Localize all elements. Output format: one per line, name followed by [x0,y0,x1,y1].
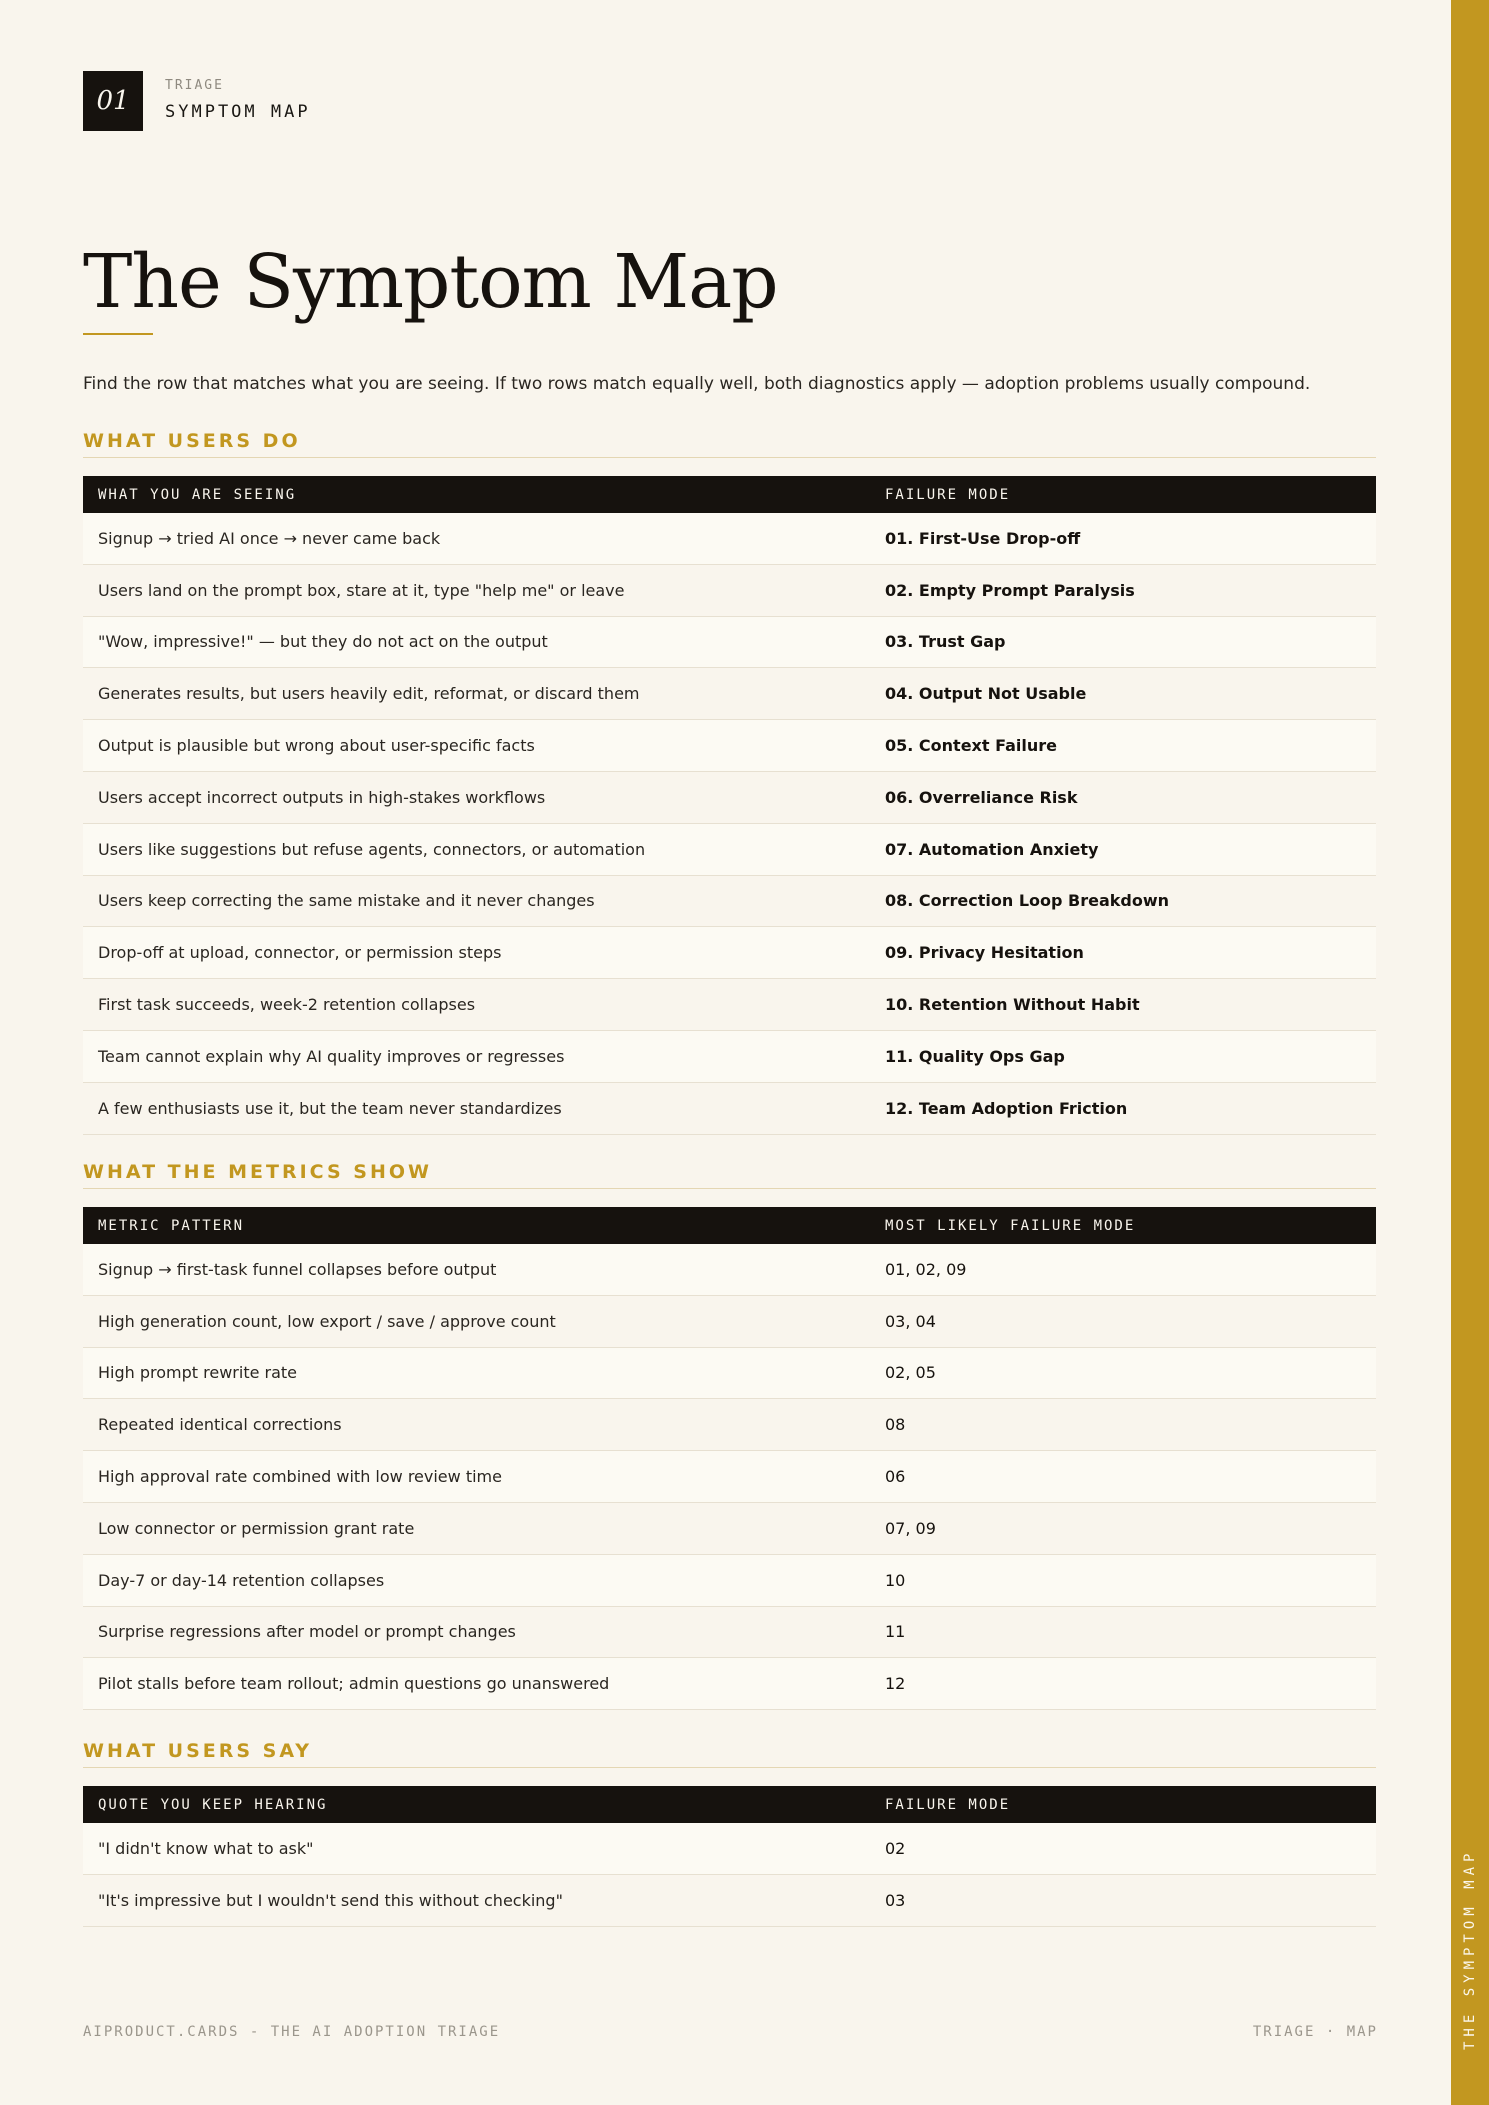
cell-failure-mode: 10. Retention Without Habit [885,995,1140,1015]
page-title: The Symptom Map [83,239,778,325]
section-name: SYMPTOM MAP [165,102,311,122]
cell-seeing: Users accept incorrect outputs in high-stakes workflows [98,787,546,807]
title-underline [83,333,153,335]
table-row [83,1031,1376,1083]
table-row [83,668,1376,720]
cell-failure-modes: 11 [885,1622,906,1642]
cell-metric-pattern: Repeated identical corrections [98,1415,342,1435]
eyebrow-label: TRIAGE [165,78,224,93]
column-header-seeing: WHAT YOU ARE SEEING [98,486,297,503]
table-row [83,1875,1376,1927]
cell-failure-modes: 02, 05 [885,1363,936,1383]
table-row [83,876,1376,928]
table-row [83,1451,1376,1503]
table-body-users-do [83,513,1376,1135]
cell-seeing: Team cannot explain why AI quality improves or regresses [98,1046,565,1066]
cell-failure-mode: 08. Correction Loop Breakdown [885,891,1170,911]
cell-metric-pattern: Day-7 or day-14 retention collapses [98,1570,385,1590]
footer-source: AIPRODUCT.CARDS - THE AI ADOPTION TRIAGE [83,2024,501,2040]
table-row [83,1555,1376,1607]
cell-failure-mode: 01. First-Use Drop-off [885,528,1081,548]
table-header [83,1786,1376,1823]
table-row [83,1296,1376,1348]
table-row [83,513,1376,565]
table-row [83,1503,1376,1555]
section-title: WHAT THE METRICS SHOW [83,1159,1376,1189]
cell-seeing: Users keep correcting the same mistake and it never changes [98,891,595,911]
cell-failure-mode: 06. Overreliance Risk [885,787,1078,807]
table-row [83,1658,1376,1710]
table-row [83,1607,1376,1659]
cell-failure-mode: 05. Context Failure [885,736,1057,756]
cell-failure-mode: 03. Trust Gap [885,632,1006,652]
page-number-badge: 01 [83,71,143,131]
column-header-quote: QUOTE YOU KEEP HEARING [98,1796,328,1813]
cell-failure-modes: 10 [885,1570,906,1590]
cell-quote: "It's impressive but I wouldn't send this without checking" [98,1890,563,1910]
cell-failure-mode: 07. Automation Anxiety [885,839,1099,859]
cell-seeing: Output is plausible but wrong about user-specific facts [98,736,535,756]
cell-failure-modes: 12 [885,1674,906,1694]
section-title: WHAT USERS DO [83,428,1376,458]
table-row [83,1399,1376,1451]
table-row [83,1083,1376,1135]
cell-seeing: Users land on the prompt box, stare at it, type "help me" or leave [98,580,625,600]
column-header-likely-failure-mode: MOST LIKELY FAILURE MODE [885,1217,1136,1234]
table-row [83,720,1376,772]
cell-seeing: Generates results, but users heavily edit, reformat, or discard them [98,684,640,704]
table-row [83,927,1376,979]
cell-seeing: First task succeeds, week-2 retention collapses [98,995,476,1015]
cell-failure-mode: 03 [885,1890,906,1910]
cell-failure-modes: 06 [885,1467,906,1487]
cell-seeing: Users like suggestions but refuse agents, connectors, or automation [98,839,646,859]
cell-failure-modes: 07, 09 [885,1518,936,1538]
cell-metric-pattern: High generation count, low export / save / approve count [98,1311,556,1331]
section-title: WHAT USERS SAY [83,1738,1376,1768]
column-header-metric-pattern: METRIC PATTERN [98,1217,245,1234]
cell-metric-pattern: High prompt rewrite rate [98,1363,298,1383]
cell-failure-mode: 04. Output Not Usable [885,684,1087,704]
accent-side-bar [1451,0,1489,2105]
table-row [83,772,1376,824]
cell-metric-pattern: High approval rate combined with low review time [98,1467,502,1487]
table-header [83,1207,1376,1244]
cell-failure-modes: 01, 02, 09 [885,1259,967,1279]
section-metrics [83,1159,1376,1710]
table-body-users-say [83,1823,1376,1927]
cell-failure-modes: 08 [885,1415,906,1435]
cell-metric-pattern: Surprise regressions after model or prompt changes [98,1622,516,1642]
cell-quote: "I didn't know what to ask" [98,1838,314,1858]
table-row [83,1348,1376,1400]
table-row [83,979,1376,1031]
cell-failure-mode: 02. Empty Prompt Paralysis [885,580,1135,600]
cell-failure-mode: 11. Quality Ops Gap [885,1046,1065,1066]
intro-text: Find the row that matches what you are seeing. If two rows match equally well, both diagnostics apply — adoption problems usually compound. [83,374,1311,394]
column-header-failure-mode: FAILURE MODE [885,1796,1011,1813]
cell-metric-pattern: Signup → first-task funnel collapses before output [98,1259,497,1279]
table-row [83,617,1376,669]
table-body-metrics [83,1244,1376,1710]
cell-seeing: Drop-off at upload, connector, or permission steps [98,943,502,963]
cell-failure-mode: 12. Team Adoption Friction [885,1098,1128,1118]
cell-seeing: "Wow, impressive!" — but they do not act on the output [98,632,548,652]
cell-failure-mode: 02 [885,1838,906,1858]
section-users-say [83,1738,1376,1927]
column-header-failure-mode: FAILURE MODE [885,486,1011,503]
table-row [83,1823,1376,1875]
cell-failure-mode: 09. Privacy Hesitation [885,943,1084,963]
cell-metric-pattern: Low connector or permission grant rate [98,1518,415,1538]
side-bar-label: THE SYMPTOM MAP [1462,1848,1478,2050]
cell-seeing: A few enthusiasts use it, but the team never standardizes [98,1098,562,1118]
cell-failure-modes: 03, 04 [885,1311,936,1331]
cell-seeing: Signup → tried AI once → never came back [98,528,441,548]
cell-metric-pattern: Pilot stalls before team rollout; admin questions go unanswered [98,1674,610,1694]
table-row [83,824,1376,876]
section-users-do [83,428,1376,1135]
table-header [83,476,1376,513]
table-row [83,1244,1376,1296]
footer-section-label: TRIAGE · MAP [1252,2024,1378,2040]
table-row [83,565,1376,617]
